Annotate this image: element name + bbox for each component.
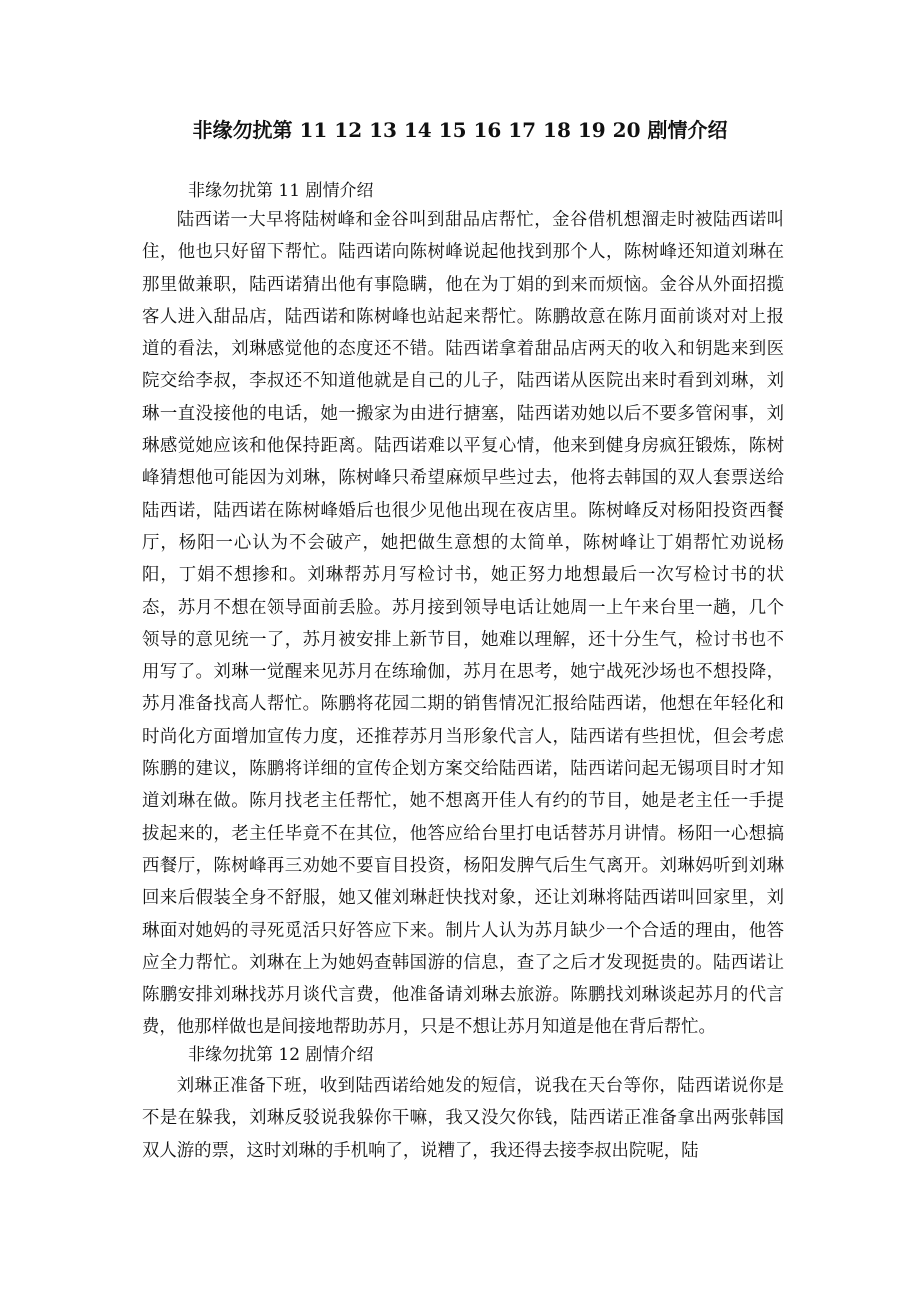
section-heading-episode-11: 非缘勿扰第 11 剧情介绍 bbox=[188, 181, 374, 201]
section-body-episode-11: 陆西诺一大早将陆树峰和金谷叫到甜品店帮忙，金谷借机想溜走时被陆西诺叫住，他也只好留下帮忙。陆西诺向陈树峰说起他找到那个人，陈树峰还知道刘琳在那里做兼职，陆西诺猜出他有事隐瞒，他在为丁娟的到来而烦恼。金谷从外面招揽客人进入甜品店，陆西诺和陈树峰也站起来帮忙。陈鹏故意在陈月面前谈对对上报道的看法，刘琳感觉他的态度还不错。陆西诺拿着甜品店两天的收入和钥匙来到医院交给李叔，李叔还不知道他就是自己的儿子，陆西诺从医院出来时看到刘琳，刘琳一直没接他的电话，她一搬家为由进行搪塞，陆西诺劝她以后不要多管闲事，刘琳感觉她应该和他保持距离。陆西诺难以平复心情，他来到健身房疯狂锻炼，陈树峰猜想他可能因为刘琳，陈树峰只希望麻烦早些过去，他将去韩国的双人套票送给陆西诺，陆西诺在陈树峰婚后也很少见他出现在夜店里。陈树峰反对杨阳投资西餐厅，杨阳一心认为不会破产，她把做生意想的太简单，陈树峰让丁娟帮忙劝说杨阳，丁娟不想掺和。刘琳帮苏月写检讨书，她正努力地想最后一次写检讨书的状态，苏月不想在领导面前丢脸。苏月接到领导电话让她周一上午来台里一趟，几个领导的意见统一了，苏月被安排上新节目，她难以理解，还十分生气，检讨书也不用写了。刘琳一觉醒来见苏月在练瑜伽，苏月在思考，她宁战死沙场也不想投降，苏月准备找高人帮忙。陈鹏将花园二期的销售情况汇报给陆西诺，他想在年轻化和时尚化方面增加宣传力度，还推荐苏月当形象代言人，陆西诺有些担忧，但会考虑陈鹏的建议，陈鹏将详细的宣传企划方案交给陆西诺，陆西诺问起无锡项目时才知道刘琳在做。陈月找老主任帮忙，她不想离开佳人有约的节目，她是老主任一手提拔起来的，老主任毕竟不在其位，他答应给台里打电话替苏月讲情。杨阳一心想搞西餐厅，陈树峰再三劝她不要盲目投资，杨阳发脾气后生气离开。刘琳妈听到刘琳回来后假装全身不舒服，她又催刘琳赶快找对象，还让刘琳将陆西诺叫回家里，刘琳面对她妈的寻死觅活只好答应下来。制片人认为苏月缺少一个合适的理由，他答应全力帮忙。刘琳在上为她妈查韩国游的信息，查了之后才发现挺贵的。陆西诺让陈鹏安排刘琳找苏月谈代言费，他准备请刘琳去旅游。陈鹏找刘琳谈起苏月的代言费，他那样做也是间接地帮助苏月，只是不想让苏月知道是他在背后帮忙。 bbox=[142, 210, 784, 1038]
section-heading-episode-12: 非缘勿扰第 12 剧情介绍 bbox=[188, 1045, 374, 1065]
document-title: 非缘勿扰第 11 12 13 14 15 16 17 18 19 20 剧情介绍 bbox=[192, 118, 728, 142]
section-body-episode-12: 刘琳正准备下班，收到陆西诺给她发的短信，说我在天台等你，陆西诺说你是不是在躲我，刘琳反驳说我躲你干嘛，我又没欠你钱，陆西诺正准备拿出两张韩国双人游的票，这时刘琳的手机响了，说糟了，我还得去接李叔出院呢，陆 bbox=[142, 1076, 784, 1161]
